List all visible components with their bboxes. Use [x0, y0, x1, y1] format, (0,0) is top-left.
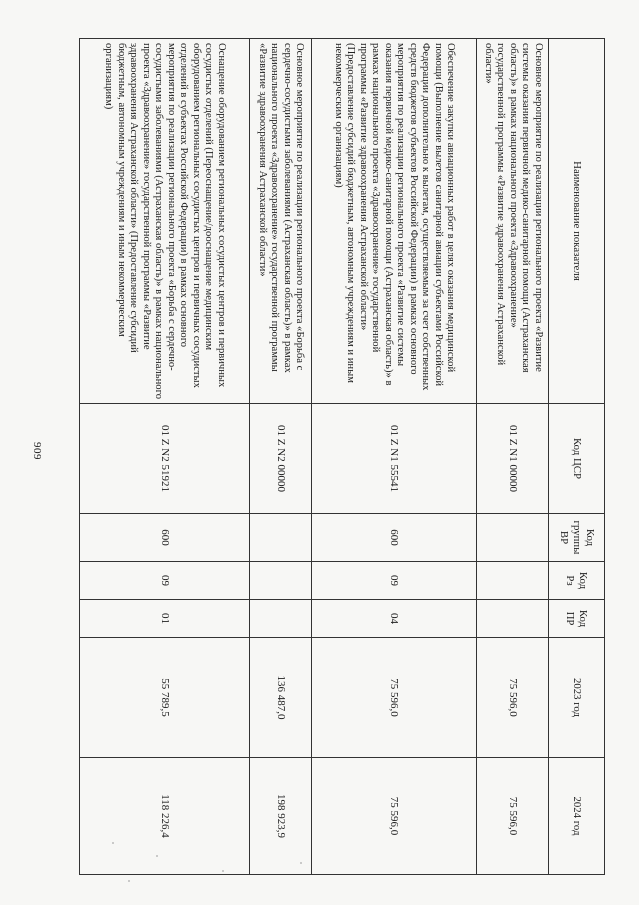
budget-table: [79, 38, 605, 875]
header-pr: Код ПР: [549, 600, 605, 638]
row-2023: 75 596,0: [477, 638, 549, 758]
row-vr: [250, 514, 312, 562]
row-pr: 01: [80, 600, 250, 638]
table-header-row: [549, 39, 605, 875]
row-vr: 600: [80, 514, 250, 562]
row-csr: 01 Z N2 51921: [80, 404, 250, 514]
table-row: [477, 39, 549, 875]
scan-speck: [300, 862, 302, 864]
row-name: Основное мероприятие по реализации регионального проекта «Борьба с сердечно-сосудистыми заболеваниями (Астраханская область)» в рамках национального проекта «Здравоохранение» государственной программы «Развитие здравоохранения Астраханской области»: [250, 39, 312, 404]
page-number: 909: [31, 442, 43, 460]
scan-speck: [156, 855, 158, 857]
scan-speck: [222, 870, 224, 872]
row-pr: [250, 600, 312, 638]
rotated-table-frame: [80, 38, 605, 874]
header-csr: Код ЦСР: [549, 404, 605, 514]
table-row: [250, 39, 312, 875]
row-csr: 01 Z N1 55541: [312, 404, 477, 514]
row-csr: 01 Z N1 00000: [477, 404, 549, 514]
row-pr: 04: [312, 600, 477, 638]
row-2023: 75 596,0: [312, 638, 477, 758]
header-name: Наименование показателя: [549, 39, 605, 404]
row-2024: 75 596,0: [312, 758, 477, 875]
row-rz: [477, 562, 549, 600]
scan-speck: [128, 880, 130, 882]
row-2023: 55 789,5: [80, 638, 250, 758]
row-vr: [477, 514, 549, 562]
row-2024: 198 923,9: [250, 758, 312, 875]
row-rz: 09: [312, 562, 477, 600]
row-2024: 75 596,0: [477, 758, 549, 875]
row-vr: 600: [312, 514, 477, 562]
row-rz: 09: [80, 562, 250, 600]
header-2023: 2023 год: [549, 638, 605, 758]
header-rz: Код Рз: [549, 562, 605, 600]
row-name: Основное мероприятие по реализации регионального проекта «Развитие системы оказания первичной медико-санитарной помощи (Астраханская область)» в рамках национального проекта «Здравоохранение» государственной программы «Развитие здравоохранения Астраханской области»: [477, 39, 549, 404]
row-2023: 136 487,0: [250, 638, 312, 758]
row-2024: 118 226,4: [80, 758, 250, 875]
table-row: [80, 39, 250, 875]
table-container: [80, 38, 605, 874]
row-pr: [477, 600, 549, 638]
header-2024: 2024 год: [549, 758, 605, 875]
scan-speck: [112, 842, 114, 844]
row-name: Обеспечение закупки авиационных работ в целях оказания медицинской помощи (Выполнение вылетов санитарной авиации субъектами Российской Федерации дополнительно к вылетам, осуществляемым за счет собственных средств бюджетов субъектов Российской Федерации) в рамках основного мероприятия по реализации регионального проекта «Развитие системы оказания первичной медико-санитарной помощи (Астраханская область)» в рамках национального проекта «Здравоохранение» государственной программы «Развитие здравоохранения Астраханской области» (Предоставление субсидий бюджетным, автономным учреждениям и иным некоммерческим организациям): [312, 39, 477, 404]
row-name: Оснащение оборудованием региональных сосудистых центров и первичных сосудистых отделений (Переоснащение/дооснащение медицинским оборудованием региональных сосудистых центров и первичных сосудистых отделений в субъектах Российской Федерации) в рамках основного мероприятия по реализации регионального проекта «Борьба с сердечно-сосудистыми заболеваниями (Астраханская область)» в рамках национального проекта «Здравоохранение» государственной программы «Развитие здравоохранения Астраханской области» (Предоставление субсидий бюджетным, автономным учреждениям и иным некоммерческим организациям): [80, 39, 250, 404]
table-row: [312, 39, 477, 875]
row-rz: [250, 562, 312, 600]
header-vr: Код группы ВР: [549, 514, 605, 562]
row-csr: 01 Z N2 00000: [250, 404, 312, 514]
